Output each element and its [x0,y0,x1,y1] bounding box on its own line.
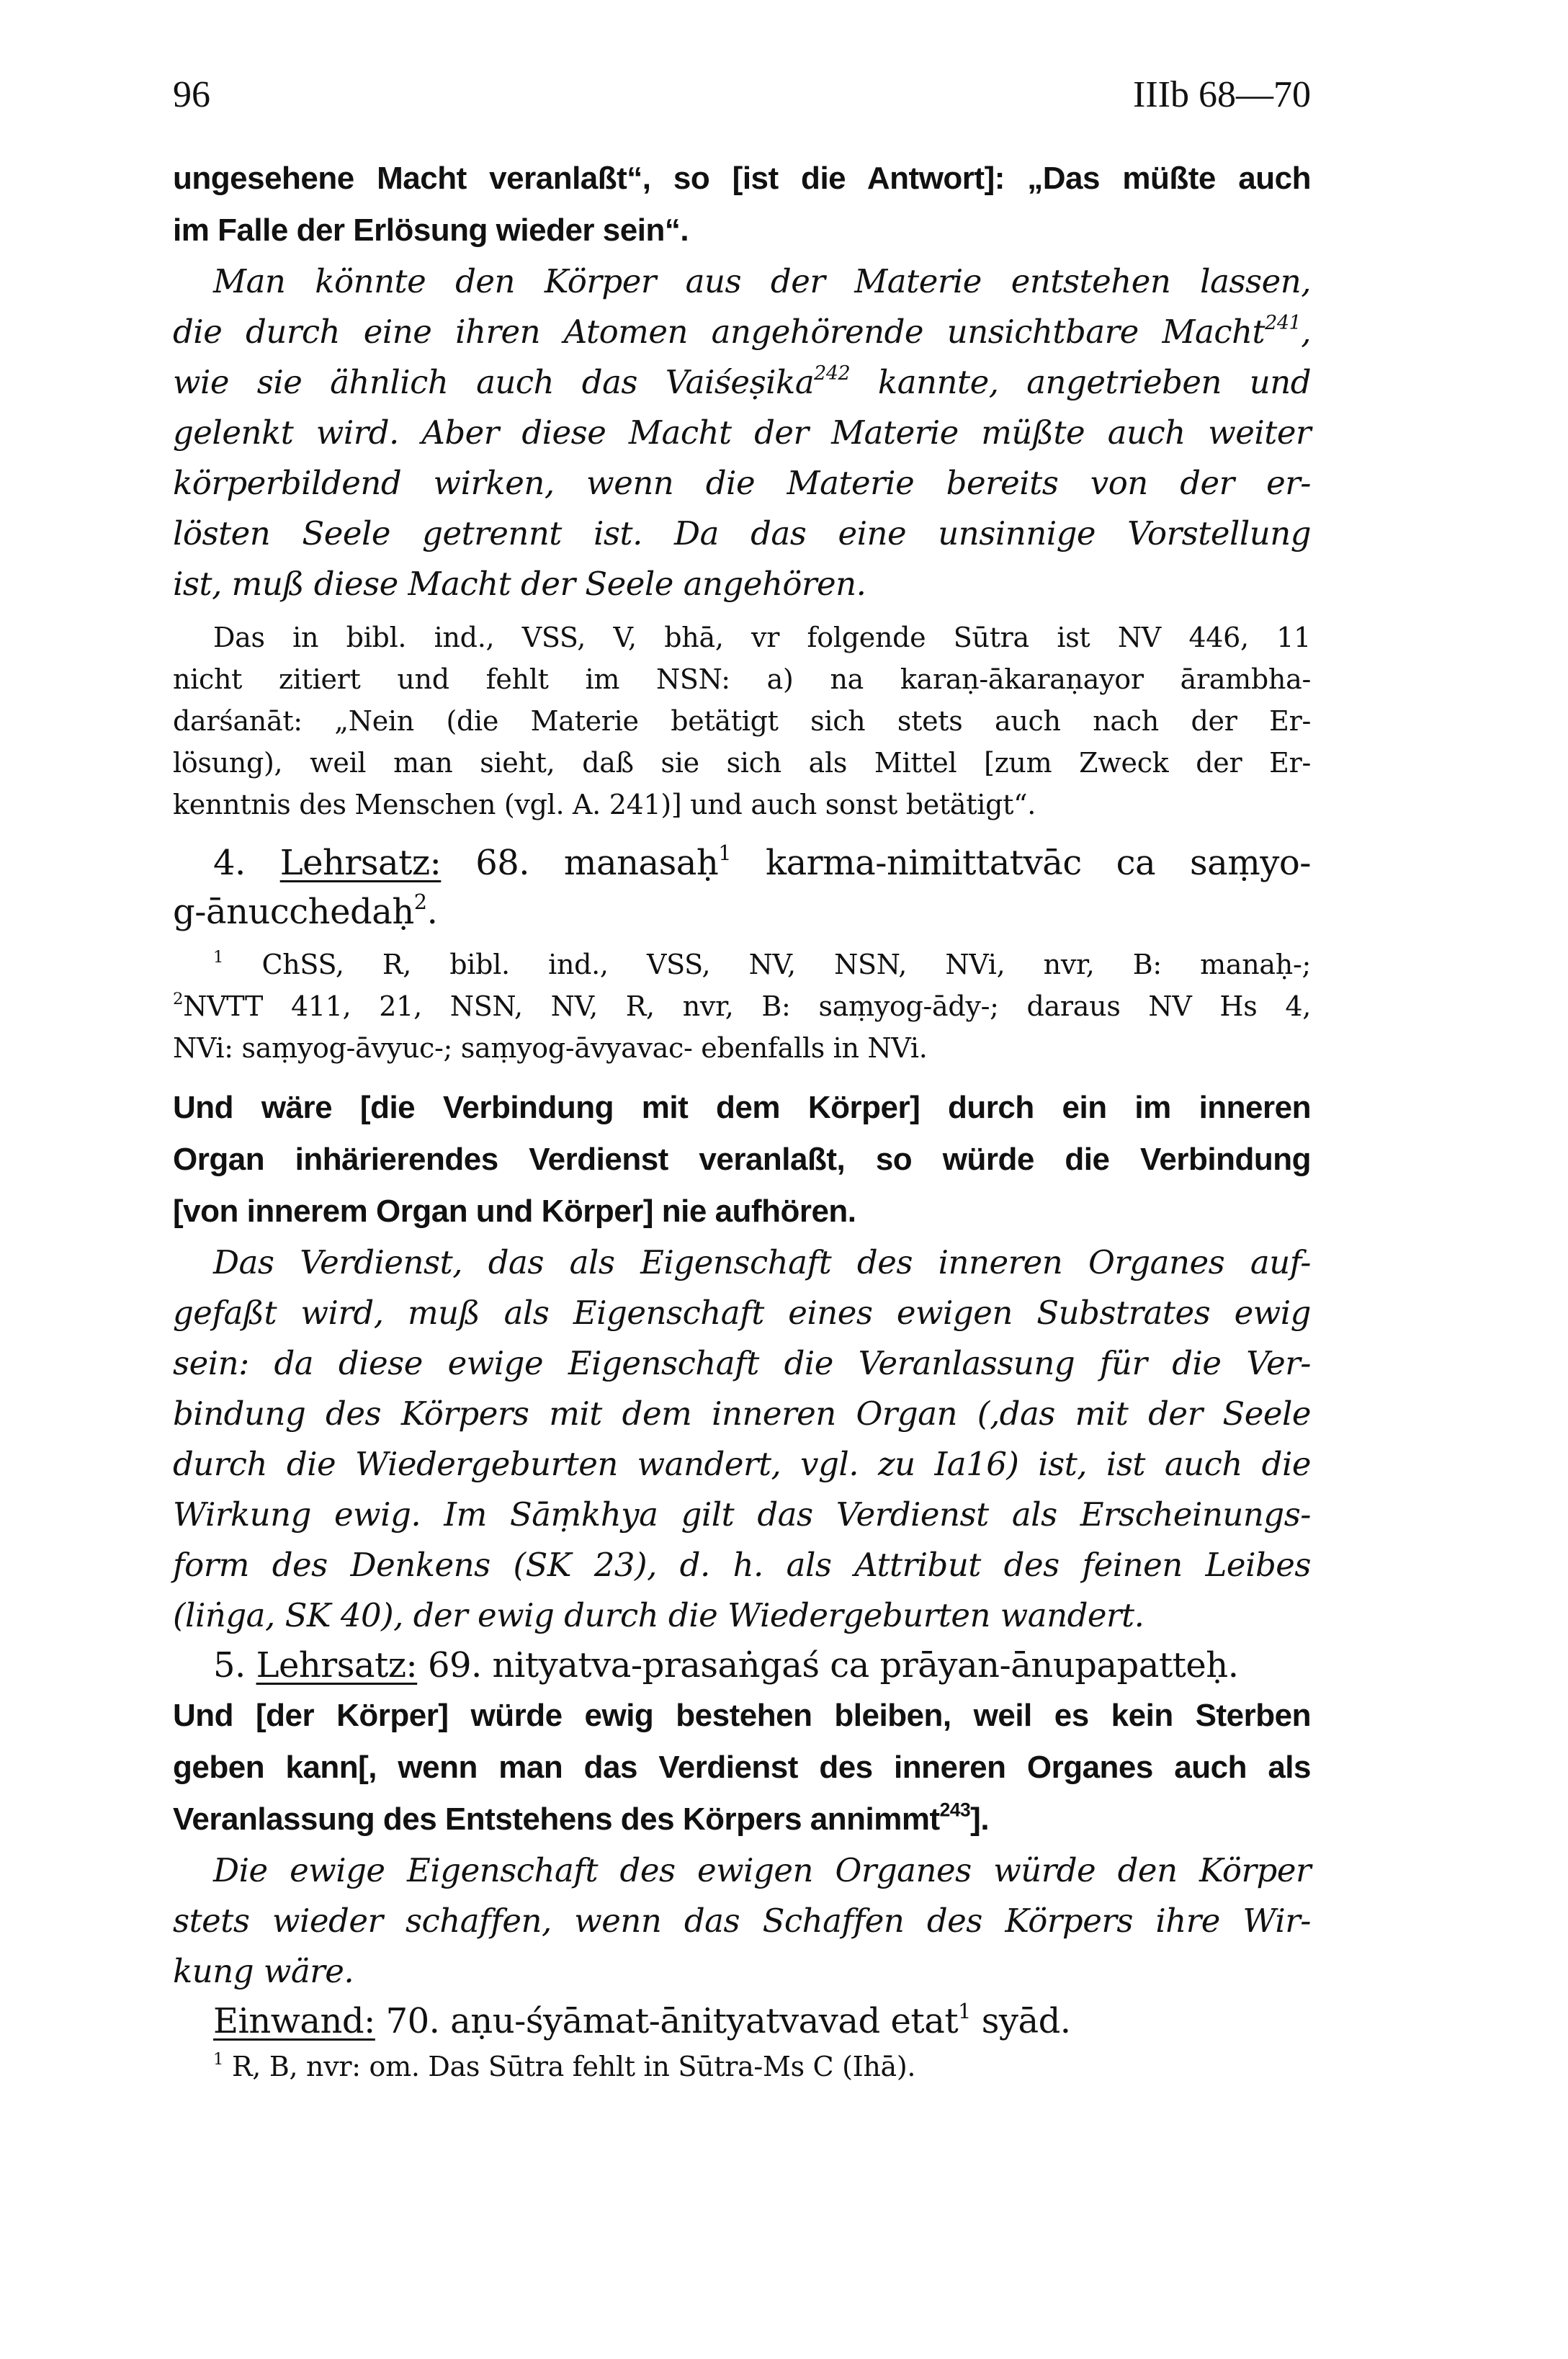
text-line: stets wieder schaffen, wenn das Schaffen des Körpers ihre Wir- [173,1902,1311,1940]
text-line: kenntnis des Menschen (vgl. A. 241)] und auch sonst betätigt“. [173,789,1036,820]
text-line: $^1$ R, B, nvr: om. Das Sūtra fehlt in Sūtra-Ms C (Ihā). [213,2050,916,2082]
running-header [173,72,1311,118]
text-line: Organ inhärierendes Verdienst veranlaßt, so würde die Verbindung [173,1142,1311,1177]
commentary-paragraph-1 [173,256,1311,609]
text-line: Und [der Körper] würde ewig bestehen bleiben, weil es kein Sterben [173,1698,1311,1733]
text-line: $^1$ ChSS, R, bibl. ind., VSS, NV, NSN, NVi, nvr, B: manaḥ-; [213,948,1311,980]
text-line: kung wäre. [173,1952,354,1990]
text-line: [von innerem Organ und Körper] nie aufhören. [173,1194,856,1229]
text-line: lösten Seele getrennt ist. Da das eine unsinnige Vorstellung [173,514,1311,552]
text-line: NVi: saṃyog-āvyuc-; saṃyog-āvyavac- ebenfalls in NVi. [173,1032,928,1064]
translation-paragraph-continued [173,153,1311,256]
text-line: körperbildend wirken, wenn die Materie bereits von der er- [173,464,1311,502]
text-line: Wirkung ewig. Im Sāṃkhya gilt das Verdienst als Erscheinungs- [173,1495,1311,1534]
footnotes-68 [173,944,1311,1069]
translation-paragraph-69 [173,1690,1311,1845]
text-line: lösung), weil man sieht, daß sie sich als Mittel [zum Zweck der Er- [173,747,1311,779]
text-line: Das in bibl. ind., VSS, V, bhā, vr folgende Sūtra ist NV 446, 11 [213,622,1311,653]
footnote-ref: 2 [413,889,427,914]
sutra-68 [173,838,1311,936]
text-line: Man könnte den Körper aus der Materie entstehen lassen, [213,262,1311,300]
text-line: 5. Lehrsatz: 69. nityatva-prasaṅgaś ca prāyan-ānupapatteḥ. [213,1645,1239,1686]
text-line: bindung des Körpers mit dem inneren Organ (‚das mit der Seele [173,1395,1311,1433]
text-line: Einwand: 70. aṇu-śyāmat-ānityatvavad etat$^1$ syād. [213,1998,1071,2041]
text-line: gefaßt wird, muß als Eigenschaft eines ewigen Substrates ewig [173,1294,1311,1332]
text-line: gelenkt wird. Aber diese Macht der Materie müßte auch weiter [173,413,1311,452]
text-line: ist, muß diese Macht der Seele angehören. [173,565,866,603]
text-line: sein: da diese ewige Eigenschaft die Veranlassung für die Ver- [173,1344,1311,1382]
sutra-69 [173,1641,1311,1690]
text-line: 4. Lehrsatz: 68. manasaḥ$^1$ karma-nimittatvāc ca saṃyo- [213,840,1311,883]
section-reference: IIIb 68—70 [1133,74,1311,115]
text-line: wie sie ähnlich auch das Vaiśeṣika$^{242}$ kannte, angetrieben und [173,362,1312,401]
text-line: ungesehene Macht veranlaßt“, so [ist die Antwort]: „Das müßte auch [173,161,1311,196]
text-line: die durch eine ihren Atomen angehörende unsichtbare Macht$^{241}$, [173,312,1311,351]
text-line: Das Verdienst, das als Eigenschaft des inneren Organes auf- [213,1243,1311,1281]
text-line: darśanāt: „Nein (die Materie betätigt sich stets auch nach der Er- [173,705,1311,737]
text-line: g-ānucchedaḥ$^2$. [173,889,438,932]
footnote-ref: 241 [1265,312,1302,335]
page-number: 96 [173,74,210,115]
text-line: (liṅga, SK 40), der ewig durch die Wiedergeburten wandert. [173,1596,1144,1634]
footnote-ref: 1 [718,840,732,865]
text-line: geben kann[, wenn man das Verdienst des inneren Organes auch als [173,1750,1311,1785]
commentary-paragraph-68 [173,1237,1311,1641]
sutra-70 [173,1997,1311,2046]
note-paragraph [173,617,1311,825]
text-line: durch die Wiedergeburten wandert, vgl. zu Ia16) ist, ist auch die [173,1445,1311,1483]
sutra-label: Lehrsatz: [279,843,442,883]
translation-paragraph-68 [173,1082,1311,1237]
text-line: Die ewige Eigenschaft des ewigen Organes würde den Körper [213,1851,1311,1889]
text-line: Veranlassung des Entstehens des Körpers annimmt$^{243}$]. [173,1799,990,1837]
text-line: Und wäre [die Verbindung mit dem Körper] durch ein im inneren [173,1090,1311,1125]
book-page [173,72,1311,2087]
sutra-label: Lehrsatz: [256,1645,418,1686]
text-line: $^2$NVTT 411, 21, NSN, NV, R, nvr, B: saṃyog-ādy-; daraus NV Hs 4, [173,990,1311,1022]
footnote-ref: 243 [939,1799,971,1821]
text-line: im Falle der Erlösung wieder sein“. [173,212,689,248]
footnote-ref: 242 [814,362,851,385]
text-line: form des Denkens (SK 23), d. h. als Attribut des feinen Leibes [173,1546,1311,1584]
footnote-ref: 1 [958,1998,971,2023]
sutra-label: Einwand: [213,2001,375,2041]
commentary-paragraph-69 [173,1845,1311,1997]
footnotes-70 [173,2046,1311,2087]
text-line: nicht zitiert und fehlt im NSN: a) na karaṇ-ākaraṇayor ārambha- [173,663,1311,695]
